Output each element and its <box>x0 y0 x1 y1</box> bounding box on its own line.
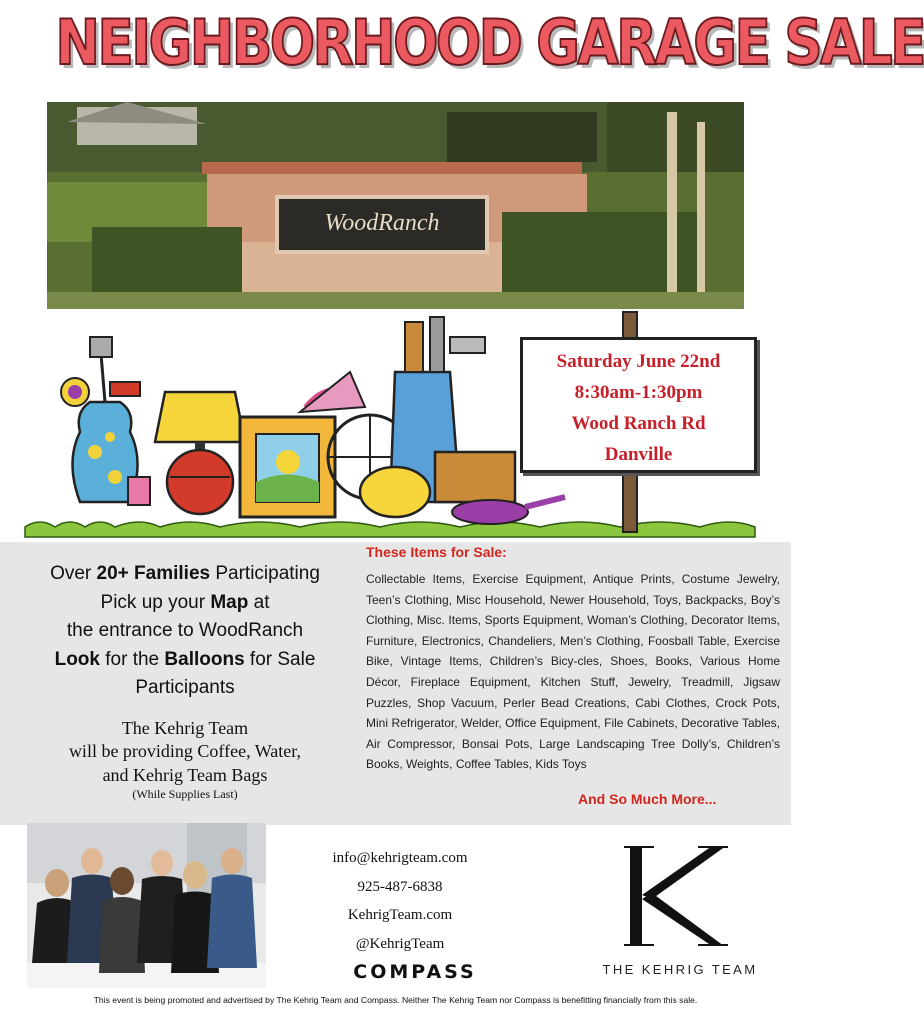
kehrig-team-name: THE KEHRIG TEAM <box>602 962 758 977</box>
disclaimer: This event is being promoted and advertised by The Kehrig Team and Compass. Neither The Kehrig Team nor Compass is benefitting financially from this sale. <box>93 995 698 1005</box>
social-handle[interactable]: @KehrigTeam <box>355 935 445 952</box>
compass-logo: COMPASS <box>353 961 477 983</box>
page-title: NEIGHBORHOOD GARAGE SALE <box>55 6 924 79</box>
team-provision: The Kehrig Team will be providing Coffee, Water, and Kehrig Team Bags <box>68 717 302 785</box>
participation-info <box>10 560 360 802</box>
phone-number[interactable]: 925-487-6838 <box>357 878 443 895</box>
website-link[interactable]: KehrigTeam.com <box>347 907 453 923</box>
items-list: Collectable Items, Exercise Equipment, Antique Prints, Costume Jewelry, Teen’s Clothing, Misc Household, Newer Household, Toys, Backpacks, Boy’s Clothing, Misc. Items, Sports Equipment, Woman’s Clothing, Decorator Items, Furniture, Electronics, Chandeliers, Men’s Clothing, Foosball Table, Exercise Bike, Vintage Items, Children’s Bicy-cles, Shoes, Books, Various Home Décor, Fireplace Equipment, Kitchen Stuff, Jewelry, Treadmill, Jigsaw Puzzles, Shop Vacuum, Perler Bead Creations, Cabi Clothes, Crock Pots, Mini Refrigerator, Welder, Office Equipment, File Cabinets, Decorative Tables, Air Compressor, Bonsai Pots, Large Landscaping Tree Dolly’s, Children’s Books, Weights, Coffee Tables, Kids Toys <box>366 572 780 772</box>
kehrig-k-logo-icon <box>624 843 728 949</box>
contact-info <box>300 844 500 958</box>
supplies-note: (While Supplies Last) <box>132 787 238 801</box>
balloons-line: Look for the Balloons for Sale <box>54 648 316 670</box>
items-for-sale <box>366 544 780 775</box>
event-sign <box>520 337 757 473</box>
families-line: Over 20+ Families Participating <box>50 563 320 584</box>
map-line: Pick up your Map at <box>100 591 270 613</box>
event-city: Danville <box>604 444 673 465</box>
entrance-line: the entrance to WoodRanch <box>66 620 304 641</box>
email-link[interactable]: info@kehrigteam.com <box>332 850 468 866</box>
banner-photo <box>47 102 744 309</box>
event-time: 8:30am-1:30pm <box>574 382 703 403</box>
team-photo <box>27 823 266 988</box>
more-items-note: And So Much More... <box>578 791 717 807</box>
participants-line: Participants <box>135 677 235 698</box>
items-heading: These Items for Sale: <box>366 544 507 560</box>
event-street: Wood Ranch Rd <box>571 413 706 434</box>
banner-sign-text: WoodRanch <box>324 210 440 236</box>
event-date: Saturday June 22nd <box>556 351 721 372</box>
